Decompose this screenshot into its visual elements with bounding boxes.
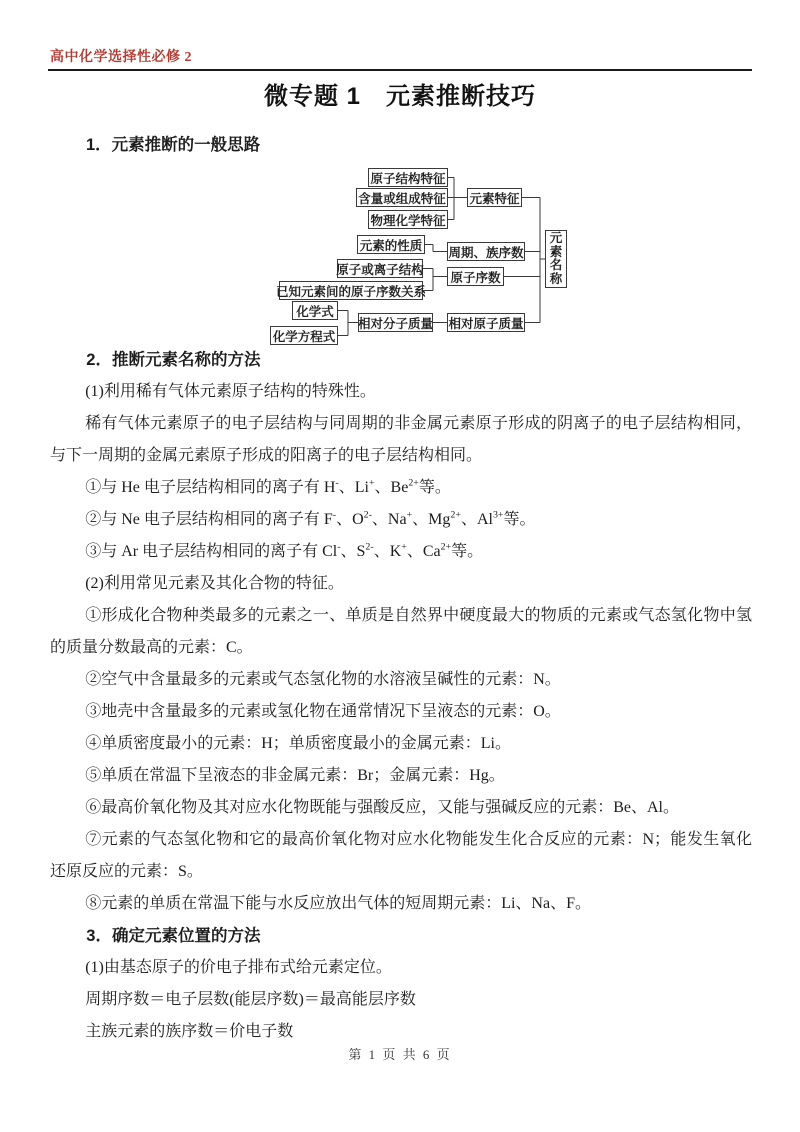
flowchart-box-atomic-structure-feature: 原子结构特征 bbox=[368, 168, 448, 187]
paragraph: ⑤单质在常温下呈液态的非金属元素：Br；金属元素：Hg。 bbox=[85, 767, 505, 784]
flowchart-box-chemical-equation: 化学方程式 bbox=[270, 326, 338, 345]
flowchart-box-period-group-number: 周期、族序数 bbox=[447, 242, 525, 261]
paragraph: ⑧元素的单质在常温下能与水反应放出气体的短周期元素：Li、Na、F。 bbox=[85, 895, 591, 912]
page-number-footer: 第 1 页 共 6 页 bbox=[348, 1047, 452, 1062]
paragraph: ⑥最高价氧化物及其对应水化物既能与强酸反应，又能与强碱反应的元素：Be、Al。 bbox=[85, 799, 679, 816]
flowchart-box-relative-molecular-mass: 相对分子质量 bbox=[358, 313, 433, 332]
flowchart-box-element-feature: 元素特征 bbox=[467, 188, 522, 207]
body-text bbox=[50, 344, 752, 1048]
paragraph: (2)利用常见元素及其化合物的特征。 bbox=[85, 575, 344, 592]
flowchart-box-physical-chemical-feature: 物理化学特征 bbox=[368, 210, 448, 229]
flowchart-box-element-name: 元素名称 bbox=[545, 230, 567, 288]
section-heading-3: 3．确定元素位置的方法 bbox=[86, 927, 261, 945]
header-divider bbox=[48, 69, 752, 71]
paragraph: ④单质密度最小的元素：H；单质密度最小的金属元素：Li。 bbox=[85, 735, 511, 752]
flowchart-box-atomic-number: 原子序数 bbox=[447, 267, 504, 286]
paragraph: ③与 Ar 电子层结构相同的离子有 Cl-、$S^{2-}$、K+、$Ca^{2+}$等。 bbox=[85, 541, 484, 560]
flowchart-box-known-atomic-number-relation: 已知元素间的原子序数关系 bbox=[279, 281, 423, 300]
paragraph: ②空气中含量最多的元素或气态氢化物的水溶液呈碱性的元素：N。 bbox=[85, 671, 561, 688]
flowchart-box-atom-or-ion-structure: 原子或离子结构 bbox=[337, 259, 423, 278]
paragraph: (1)利用稀有气体元素原子结构的特殊性。 bbox=[85, 383, 376, 400]
paragraph: ①与 He 电子层结构相同的离子有 H-、Li+、$Be^{2+}$等。 bbox=[85, 477, 451, 496]
flowchart-box-chemical-formula: 化学式 bbox=[292, 301, 338, 320]
flowchart-box-relative-atomic-mass: 相对原子质量 bbox=[447, 313, 525, 332]
section-heading-2: 2．推断元素名称的方法 bbox=[86, 351, 261, 369]
element-inference-flowchart bbox=[255, 165, 585, 365]
section-heading-1: 1．元素推断的一般思路 bbox=[86, 136, 261, 154]
course-header-label: 高中化学选择性必修 2 bbox=[50, 50, 192, 65]
paragraph: 稀有气体元素原子的电子层结构与同周期的非金属元素原子形成的阴离子的电子层结构相同，与下一周期的金属元素原子形成的阳离子的电子层结构相同。 bbox=[50, 415, 752, 464]
paragraph: ⑦元素的气态氢化物和它的最高价氧化物对应水化物能发生化合反应的元素：N；能发生氧化还原反应的元素：S。 bbox=[50, 831, 752, 880]
paragraph: 主族元素的族序数＝价电子数 bbox=[85, 1023, 294, 1040]
paragraph: ①形成化合物种类最多的元素之一、单质是自然界中硬度最大的物质的元素或气态氢化物中氢的质量分数最高的元素：C。 bbox=[50, 607, 752, 656]
paragraph: ②与 Ne 电子层结构相同的离子有 F-、$O^{2-}$、Na+、$Mg^{2+}$、$Al^{3+}$等。 bbox=[85, 509, 536, 528]
paragraph: ③地壳中含量最多的元素或氢化物在通常情况下呈液态的元素：O。 bbox=[85, 703, 561, 720]
flowchart-box-element-properties: 元素的性质 bbox=[357, 235, 425, 254]
page-title: 微专题 1 元素推断技巧 bbox=[263, 83, 536, 110]
paragraph: (1)由基态原子的价电子排布式给元素定位。 bbox=[85, 959, 392, 976]
paragraph: 周期序数＝电子层数(能层序数)＝最高能层序数 bbox=[85, 991, 416, 1008]
flowchart-box-content-or-composition-feature: 含量或组成特征 bbox=[356, 188, 448, 207]
